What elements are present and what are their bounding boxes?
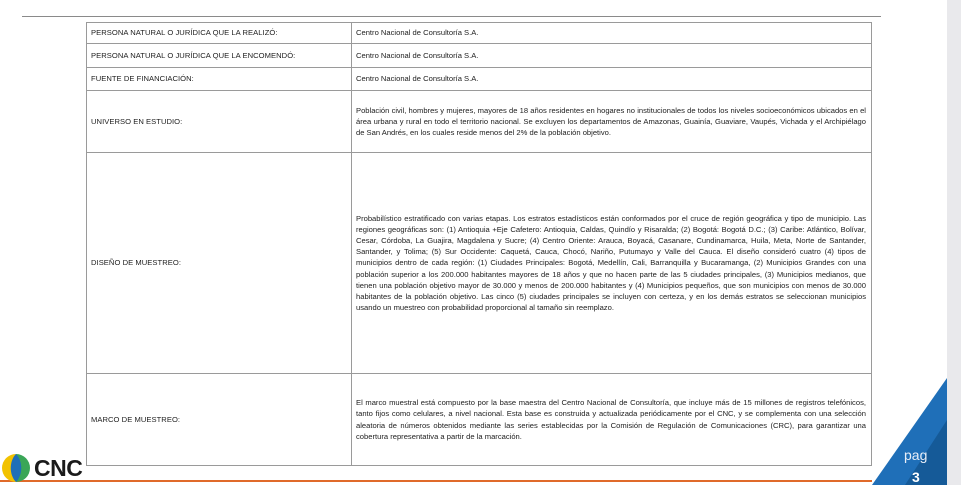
row-label: PERSONA NATURAL O JURÍDICA QUE LA REALIZÓ: (87, 23, 352, 44)
row-value: Centro Nacional de Consultoría S.A. (352, 68, 872, 91)
cnc-logo-icon (0, 453, 32, 483)
page-number: 3 (912, 469, 920, 485)
table-row (87, 91, 872, 153)
row-value: El marco muestral está compuesto por la base maestra del Centro Nacional de Consultoría, que incluye más de 15 millones de registros telefónicos, tanto fijos como celulares, a nivel nacional. Esta base es construida y actualizada periódicamente por el CNC, y se complementa con una selección aleatoria de números obtenidos mediante las series establecidas por la Comisión de Regulación de Comunicaciones (CRC), para garantizar una cobertura representativa a partir de la marcación. (352, 374, 872, 466)
row-label: PERSONA NATURAL O JURÍDICA QUE LA ENCOMENDÓ: (87, 44, 352, 68)
row-label: UNIVERSO EN ESTUDIO: (87, 91, 352, 153)
row-value: Probabilístico estratificado con varias etapas. Los estratos estadísticos están conformados por el cruce de región geográfica y tipo de municipio. Las regiones geográficas son: (1) Antioquia +Eje Cafetero: Antioquia, Caldas, Quindío y Risaralda; (2) Bogotá: Bogotá D.C.; (3) Caribe: Atlántico, Bolívar, Cesar, Córdoba, La Guajira, Magdalena y Sucre; (4) Centro Oriente: Arauca, Boyacá, Casanare, Cundinamarca, Huila, Meta, Norte de Santander, Santander, y Tolima; (5) Sur Occidente: Caquetá, Cauca, Chocó, Nariño, Putumayo y Valle del Cauca. El diseño consideró cuatro (4) tipos de municipios dentro de cada región: (1) Ciudades Principales: Bogotá, Medellín, Cali, Barranquilla y Bucaramanga, (2) Municipios Grandes con una población superior a los 200.000 habitantes mayores de 18 años y que no hacen parte de las 5 ciudades principales, (3) Municipios medianos, que tienen una población objetivo mayor de 30.000 y menos de 200.000 habitantes y (4) Municipios pequeños, que son municipios con menos de 30.000 habitantes de la población objetivo. Las cinco (5) ciudades principales se incluyen con certeza, y en los demás estratos se seleccionan municipios usando un muestreo con probabilidad proporcional al tamaño sin reemplazo. (352, 153, 872, 374)
table-row (87, 374, 872, 466)
row-value: Centro Nacional de Consultoría S.A. (352, 23, 872, 44)
cnc-logo (0, 453, 82, 483)
table-row (87, 23, 872, 44)
header-rule (22, 16, 881, 17)
cnc-logo-text: CNC (34, 454, 83, 481)
row-label: DISEÑO DE MUESTREO: (87, 153, 352, 374)
page-label: pag (904, 447, 928, 463)
technical-sheet-table (86, 22, 872, 466)
row-value: Centro Nacional de Consultoría S.A. (352, 44, 872, 68)
footer-orange-line (0, 480, 872, 482)
table-row (87, 68, 872, 91)
table-row (87, 153, 872, 374)
row-value: Población civil, hombres y mujeres, mayores de 18 años residentes en hogares no institucionales de todos los niveles socioeconómicos ubicados en el área urbana y rural en todo el territorio nacional. Se excluyen los departamentos de Amazonas, Guainía, Guaviare, Vaupés, Vichada y el Archipiélago de San Andrés, en los cuales reside menos del 2% de la población objetivo. (352, 91, 872, 153)
table-row (87, 44, 872, 68)
row-label: FUENTE DE FINANCIACIÓN: (87, 68, 352, 91)
row-label: MARCO DE MUESTREO: (87, 374, 352, 466)
page-edge-strip (947, 0, 961, 485)
